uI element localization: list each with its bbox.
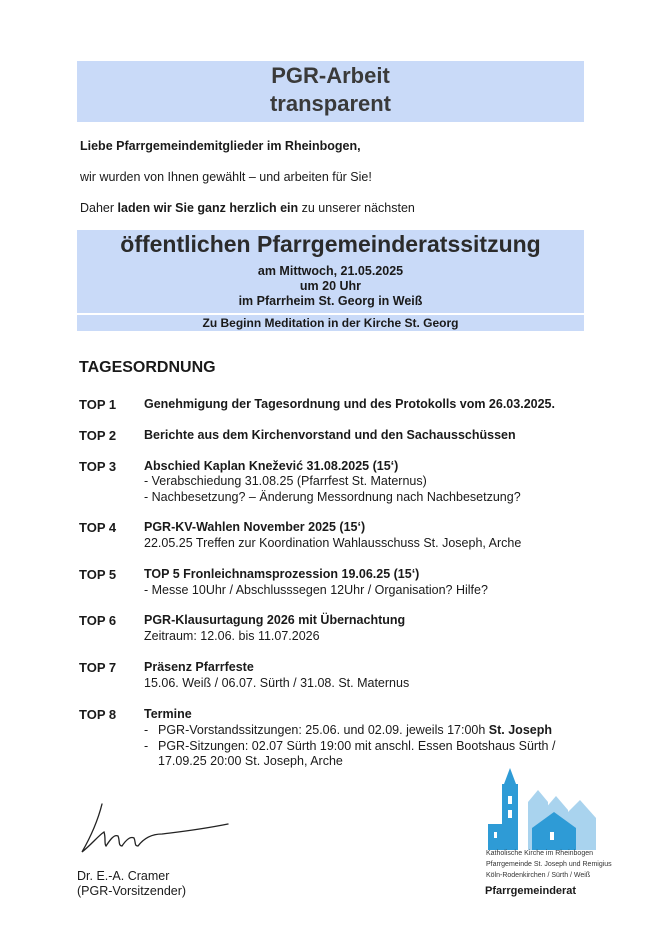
logo-brand: Pfarrgemeinderat	[485, 885, 577, 897]
signature-name: Dr. E.-A. Cramer	[77, 869, 170, 883]
invitation-line	[80, 201, 415, 215]
top-number: TOP 2	[79, 428, 117, 443]
bullet-text: PGR-Sitzungen: 02.07 Sürth 19:00 mit anschl. Essen Bootshaus Sürth /	[158, 739, 556, 753]
signature-scribble	[78, 800, 238, 860]
top-title: Abschied Kaplan Knežević 31.08.2025 (15‘)	[144, 459, 399, 473]
top-title: Termine	[144, 707, 192, 721]
meeting-time: um 20 Uhr	[299, 279, 362, 293]
invitation-pre: Daher	[80, 201, 118, 215]
meeting-banner	[77, 230, 584, 313]
logo-line-3: Köln-Rodenkirchen / Sürth / Weiß	[486, 872, 591, 879]
meeting-place: im Pfarrheim St. Georg in Weiß	[238, 294, 423, 308]
salutation: Liebe Pfarrgemeindemitglieder im Rheinbogen,	[80, 139, 361, 153]
top-number: TOP 6	[79, 613, 117, 628]
top-number: TOP 4	[79, 520, 117, 535]
church-logo-icon	[484, 766, 604, 850]
intro-line: wir wurden von Ihnen gewählt – und arbeiten für Sie!	[80, 170, 372, 184]
top-detail: - Messe 10Uhr / Abschlusssegen 12Uhr / Organisation? Hilfe?	[144, 583, 488, 597]
top-title: PGR-Klausurtagung 2026 mit Übernachtung	[144, 613, 406, 627]
invitation-bold: laden wir Sie ganz herzlich ein	[117, 201, 299, 215]
termine-bullet	[144, 739, 555, 753]
bullet-dash: -	[144, 723, 149, 737]
meeting-title: öffentlichen Pfarrgemeinderatssitzung	[120, 231, 541, 257]
bullet-text: PGR-Vorstandssitzungen: 25.06. und 02.09. jeweils 17:00h	[158, 723, 489, 737]
meeting-date: am Mittwoch, 21.05.2025	[257, 264, 404, 278]
top-title: PGR-KV-Wahlen November 2025 (15‘)	[144, 520, 366, 534]
logo-line-2: Pfarrgemeinde St. Joseph und Remigius	[486, 861, 612, 868]
top-number: TOP 3	[79, 459, 117, 474]
title-banner	[77, 61, 584, 122]
title-line-1: PGR-Arbeit	[271, 63, 390, 88]
bullet-bold: St. Joseph	[488, 723, 552, 737]
top-detail: Zeitraum: 12.06. bis 11.07.2026	[144, 629, 320, 643]
top-number: TOP 7	[79, 660, 117, 675]
top-detail: 15.06. Weiß / 06.07. Sürth / 31.08. St. Maternus	[144, 676, 410, 690]
signature-role: (PGR-Vorsitzender)	[77, 884, 187, 898]
termine-continuation: 17.09.25 20:00 St. Joseph, Arche	[158, 754, 343, 768]
termine-bullet	[144, 723, 552, 737]
top-detail: - Verabschiedung 31.08.25 (Pfarrfest St. Maternus)	[144, 474, 427, 488]
top-title: Präsenz Pfarrfeste	[144, 660, 254, 674]
top-number: TOP 1	[79, 397, 117, 412]
top-title: Berichte aus dem Kirchenvorstand und den Sachausschüssen	[144, 428, 516, 442]
invitation-post: zu unserer nächsten	[298, 201, 415, 215]
meditation-banner: Zu Beginn Meditation in der Kirche St. Georg	[77, 315, 584, 331]
top-number: TOP 8	[79, 707, 117, 722]
agenda-heading: TAGESORDNUNG	[79, 359, 216, 376]
top-detail: - Nachbesetzung? – Änderung Messordnung nach Nachbesetzung?	[144, 490, 521, 504]
bullet-dash: -	[144, 739, 149, 753]
title-line-2: transparent	[269, 91, 392, 116]
logo-line-1: Katholische Kirche im Rheinbogen	[486, 850, 594, 857]
top-title: TOP 5 Fronleichnamsprozession 19.06.25 (15‘)	[144, 567, 420, 581]
top-title: Genehmigung der Tagesordnung und des Protokolls vom 26.03.2025.	[144, 397, 555, 411]
top-number: TOP 5	[79, 567, 117, 582]
top-detail: 22.05.25 Treffen zur Koordination Wahlausschuss St. Joseph, Arche	[144, 536, 522, 550]
